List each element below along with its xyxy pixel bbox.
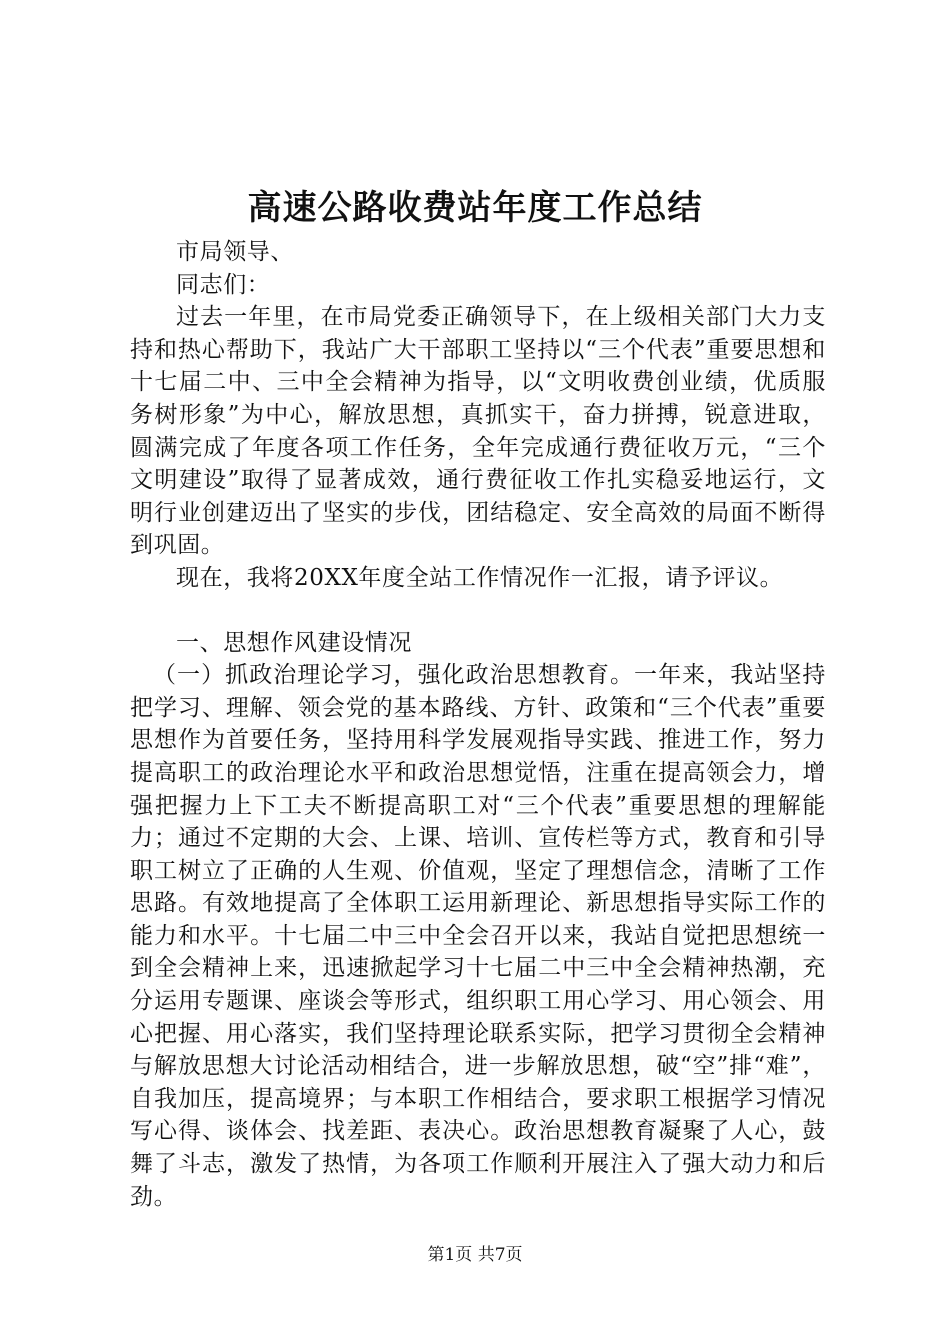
- salutation-line-2: 同志们：: [176, 271, 271, 298]
- intro-paragraph: 过去一年里，在市局党委正确领导下，在上级相关部门大力支持和热心帮助下，我站广大干部职工坚持以“三个代表”重要思想和十七届二中、三中全会精神为指导，以“文明收费创业绩，优质服务树形象”为中心，解放思想，真抓实干，奋力拼搏，锐意进取，圆满完成了年度各项工作任务，全年完成通行费征收万元，“三个文明建设”取得了显著成效，通行费征收工作扎实稳妥地运行，文明行业创建迈出了坚实的步伐，团结稳定、安全高效的局面不断得到巩固。: [130, 304, 826, 559]
- document-body: [130, 236, 826, 1213]
- section-paragraph: （一）抓政治理论学习，强化政治思想教育。一年来，我站坚持把学习、理解、领会党的基本路线、方针、政策和“三个代表”重要思想作为首要任务，坚持用科学发展观指导实践、推进工作，努力提高职工的政治理论水平和政治思想觉悟，注重在提高领会力，增强把握力上下工夫不断提高职工对“三个代表”重要思想的理解能力；通过不定期的大会、上课、培训、宣传栏等方式，教育和引导职工树立了正确的人生观、价值观，坚定了理想信念，清晰了工作思路。有效地提高了全体职工运用新理论、新思想指导实际工作的能力和水平。十七届二中三中全会召开以来，我站自觉把思想统一到全会精神上来，迅速掀起学习十七届二中三中全会精神热潮，充分运用专题课、座谈会等形式，组织职工用心学习、用心领会、用心把握、用心落实，我们坚持理论联系实际，把学习贯彻全会精神与解放思想大讨论活动相结合，进一步解放思想，破“空”排“难”，自我加压，提高境界；与本职工作相结合，要求职工根据学习情况写心得、谈体会、找差距、表决心。政治思想教育凝聚了人心，鼓舞了斗志，激发了热情，为各项工作顺利开展注入了强大动力和后劲。: [130, 662, 826, 1210]
- page-number-footer: 第1页 共7页: [427, 1245, 523, 1265]
- report-paragraph: 现在，我将20XX年度全站工作情况作一汇报，请予评议。: [176, 564, 784, 591]
- salutation-line-1: 市局领导、: [176, 239, 294, 265]
- section-heading: 一、思想作风建设情况: [176, 629, 412, 656]
- document-title: 高速公路收费站年度工作总结: [247, 188, 703, 228]
